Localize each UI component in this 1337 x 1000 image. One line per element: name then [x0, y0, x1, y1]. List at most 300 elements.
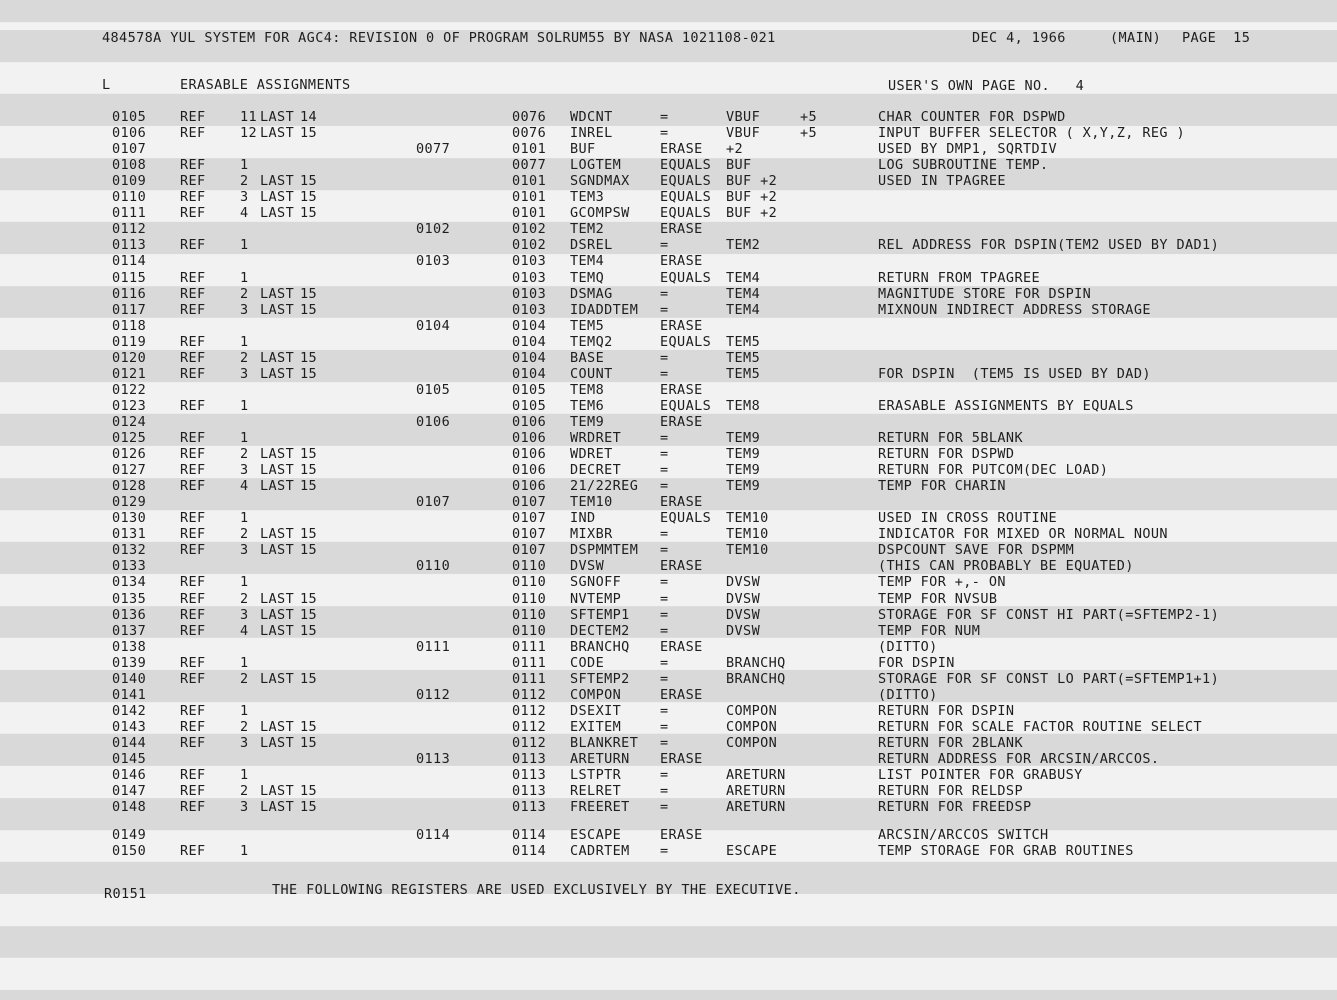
row-ref-count: 3	[240, 542, 249, 559]
row-operator: =	[660, 843, 669, 860]
listing-row	[0, 414, 1337, 430]
row-operator: =	[660, 590, 669, 607]
footer-line-number: R0151	[104, 886, 147, 902]
row-line-number: 0129	[112, 494, 147, 511]
row-operator: EQUALS	[660, 269, 712, 286]
row-ref: REF	[180, 734, 206, 751]
row-last: LAST	[260, 301, 295, 318]
row-comment: INDICATOR FOR MIXED OR NORMAL NOUN	[878, 526, 1168, 543]
row-ref-count: 3	[240, 189, 249, 206]
row-operator: =	[660, 285, 669, 302]
row-last-line: 15	[300, 189, 318, 206]
row-address: 0076	[512, 109, 547, 125]
row-label: LOGTEM	[570, 157, 622, 174]
listing-row	[0, 366, 1337, 382]
row-comment: DSPCOUNT SAVE FOR DSPMM	[878, 542, 1075, 559]
listing-row	[0, 591, 1337, 607]
page-number: PAGE 15	[1182, 30, 1251, 46]
row-address: 0110	[512, 590, 547, 607]
listing-row	[0, 302, 1337, 318]
row-operator: ERASE	[660, 558, 703, 575]
listing-row	[0, 639, 1337, 655]
listing-row	[0, 799, 1337, 815]
row-operand: TEM9	[726, 430, 761, 446]
row-label: LSTPTR	[570, 767, 622, 784]
row-label: IDADDTEM	[570, 301, 639, 318]
row-line-number: 0113	[112, 237, 147, 254]
row-comment: RETURN FOR SCALE FACTOR ROUTINE SELECT	[878, 718, 1203, 735]
row-address: 0102	[512, 237, 547, 254]
listing-row	[0, 173, 1337, 189]
row-ref-count: 1	[240, 269, 249, 286]
row-label: SFTEMP1	[570, 606, 630, 623]
row-operand: TEM10	[726, 510, 769, 527]
row-operator: =	[660, 767, 669, 784]
row-label: TEMQ2	[570, 333, 613, 350]
listing-row	[0, 607, 1337, 623]
row-operator: ERASE	[660, 638, 703, 655]
row-block-address: 0114	[416, 827, 451, 844]
row-label: WDCNT	[570, 109, 613, 125]
row-label: CADRTEM	[570, 843, 630, 860]
row-operand: DVSW	[726, 590, 761, 607]
row-operator: =	[660, 702, 669, 719]
row-block-address: 0103	[416, 253, 451, 270]
row-line-number: 0133	[112, 558, 147, 575]
listing-row	[0, 462, 1337, 478]
row-comment: USED BY DMP1, SQRTDIV	[878, 141, 1058, 158]
row-last: LAST	[260, 590, 295, 607]
row-operand: TEM4	[726, 285, 761, 302]
row-line-number: 0141	[112, 686, 147, 703]
row-last: LAST	[260, 173, 295, 190]
row-offset: +5	[800, 109, 818, 125]
row-ref-count: 3	[240, 799, 249, 816]
row-operand: TEM5	[726, 349, 761, 366]
row-comment: RETURN FOR 2BLANK	[878, 734, 1023, 751]
listing-row	[0, 430, 1337, 446]
row-address: 0104	[512, 317, 547, 334]
row-address: 0113	[512, 783, 547, 800]
listing-row	[0, 558, 1337, 574]
listing-row	[0, 719, 1337, 735]
row-line-number: 0127	[112, 462, 147, 479]
row-ref: REF	[180, 574, 206, 591]
row-line-number: 0132	[112, 542, 147, 559]
row-last: LAST	[260, 446, 295, 463]
row-address: 0112	[512, 718, 547, 735]
row-line-number: 0138	[112, 638, 147, 655]
row-address: 0114	[512, 827, 547, 844]
row-ref-count: 3	[240, 462, 249, 479]
row-last-line: 15	[300, 783, 318, 800]
listing-row	[0, 205, 1337, 221]
row-last: LAST	[260, 205, 295, 222]
row-line-number: 0106	[112, 125, 147, 142]
listing-row	[0, 478, 1337, 494]
row-label: TEM6	[570, 397, 605, 414]
listing-row	[0, 510, 1337, 526]
row-operand: DVSW	[726, 574, 761, 591]
row-last-line: 15	[300, 718, 318, 735]
row-operator: =	[660, 783, 669, 800]
row-block-address: 0107	[416, 494, 451, 511]
row-operand: BUF +2	[726, 173, 778, 190]
row-line-number: 0136	[112, 606, 147, 623]
section-title: ERASABLE ASSIGNMENTS	[180, 77, 351, 93]
row-ref-count: 1	[240, 333, 249, 350]
row-comment: USED IN TPAGREE	[878, 173, 1006, 190]
row-ref-count: 3	[240, 365, 249, 382]
row-ref: REF	[180, 397, 206, 414]
row-ref-count: 1	[240, 430, 249, 446]
row-label: MIXBR	[570, 526, 613, 543]
row-ref: REF	[180, 702, 206, 719]
row-operator: EQUALS	[660, 157, 712, 174]
row-block-address: 0110	[416, 558, 451, 575]
row-ref-count: 4	[240, 478, 249, 495]
row-label: NVTEMP	[570, 590, 622, 607]
row-ref-count: 2	[240, 590, 249, 607]
row-address: 0114	[512, 843, 547, 860]
row-ref-count: 1	[240, 157, 249, 174]
row-ref: REF	[180, 237, 206, 254]
row-ref: REF	[180, 606, 206, 623]
row-operator: ERASE	[660, 686, 703, 703]
row-ref-count: 1	[240, 843, 249, 860]
row-last: LAST	[260, 670, 295, 687]
row-operator: =	[660, 542, 669, 559]
row-label: GCOMPSW	[570, 205, 630, 222]
row-address: 0111	[512, 670, 547, 687]
row-operator: EQUALS	[660, 510, 712, 527]
row-ref: REF	[180, 205, 206, 222]
row-line-number: 0110	[112, 189, 147, 206]
row-address: 0110	[512, 606, 547, 623]
row-line-number: 0150	[112, 843, 147, 860]
row-ref-count: 1	[240, 574, 249, 591]
row-comment: USED IN CROSS ROUTINE	[878, 510, 1058, 527]
row-operator: EQUALS	[660, 189, 712, 206]
row-last: LAST	[260, 734, 295, 751]
row-operator: ERASE	[660, 413, 703, 430]
row-operator: ERASE	[660, 221, 703, 238]
listing-row	[0, 783, 1337, 799]
row-last-line: 15	[300, 349, 318, 366]
listing-row	[0, 382, 1337, 398]
row-address: 0103	[512, 301, 547, 318]
listing-row	[0, 655, 1337, 671]
row-comment: RETURN FOR RELDSP	[878, 783, 1023, 800]
row-address: 0102	[512, 221, 547, 238]
row-last: LAST	[260, 799, 295, 816]
row-comment: LOG SUBROUTINE TEMP.	[878, 157, 1049, 174]
row-operator: EQUALS	[660, 205, 712, 222]
row-last-line: 15	[300, 125, 318, 142]
row-operand: COMPON	[726, 718, 778, 735]
row-ref: REF	[180, 767, 206, 784]
row-ref-count: 2	[240, 446, 249, 463]
row-label: DECTEM2	[570, 622, 630, 639]
row-ref-count: 4	[240, 622, 249, 639]
row-operator: =	[660, 301, 669, 318]
row-line-number: 0114	[112, 253, 147, 270]
row-label: ARETURN	[570, 751, 630, 767]
row-last: LAST	[260, 285, 295, 302]
row-operator: =	[660, 606, 669, 623]
listing-row	[0, 735, 1337, 751]
row-last-line: 15	[300, 590, 318, 607]
row-last-line: 15	[300, 446, 318, 463]
row-line-number: 0117	[112, 301, 147, 318]
row-line-number: 0122	[112, 381, 147, 398]
row-comment: RETURN FOR 5BLANK	[878, 430, 1023, 446]
listing-row	[0, 237, 1337, 253]
row-block-address: 0113	[416, 751, 451, 767]
row-line-number: 0108	[112, 157, 147, 174]
row-line-number: 0124	[112, 413, 147, 430]
row-address: 0111	[512, 654, 547, 671]
row-operand: ARETURN	[726, 799, 786, 816]
row-last: LAST	[260, 783, 295, 800]
row-operand: +2	[726, 141, 744, 158]
row-label: COUNT	[570, 365, 613, 382]
row-comment: INPUT BUFFER SELECTOR ( X,Y,Z, REG )	[878, 125, 1185, 142]
listing-mark: L	[102, 77, 111, 93]
row-ref: REF	[180, 301, 206, 318]
row-line-number: 0131	[112, 526, 147, 543]
row-comment: FOR DSPIN (TEM5 IS USED BY DAD)	[878, 365, 1151, 382]
row-comment: LIST POINTER FOR GRABUSY	[878, 767, 1083, 784]
listing-row	[0, 221, 1337, 237]
row-operand: COMPON	[726, 702, 778, 719]
row-address: 0106	[512, 446, 547, 463]
row-comment: MIXNOUN INDIRECT ADDRESS STORAGE	[878, 301, 1151, 318]
row-label: DVSW	[570, 558, 605, 575]
row-operator: =	[660, 237, 669, 254]
row-operator: =	[660, 670, 669, 687]
listing-row	[0, 542, 1337, 558]
users-own-page: USER'S OWN PAGE NO. 4	[888, 78, 1085, 94]
row-ref: REF	[180, 173, 206, 190]
row-ref: REF	[180, 285, 206, 302]
row-label: EXITEM	[570, 718, 622, 735]
listing-row	[0, 270, 1337, 286]
row-line-number: 0112	[112, 221, 147, 238]
row-label: DECRET	[570, 462, 622, 479]
row-address: 0105	[512, 397, 547, 414]
listing-date: DEC 4, 1966	[972, 30, 1066, 46]
row-operand: TEM9	[726, 478, 761, 495]
listing-row	[0, 827, 1337, 843]
row-line-number: 0145	[112, 751, 147, 767]
row-operator: =	[660, 446, 669, 463]
row-ref-count: 1	[240, 237, 249, 254]
row-comment: TEMP FOR NUM	[878, 622, 981, 639]
row-comment: (DITTO)	[878, 686, 938, 703]
listing-row	[0, 189, 1337, 205]
row-label: DSEXIT	[570, 702, 622, 719]
listing-row	[0, 671, 1337, 687]
row-last: LAST	[260, 478, 295, 495]
row-address: 0106	[512, 462, 547, 479]
row-label: SGNDMAX	[570, 173, 630, 190]
row-ref: REF	[180, 125, 206, 142]
row-last-line: 15	[300, 478, 318, 495]
row-label: TEM3	[570, 189, 605, 206]
row-last-line: 15	[300, 301, 318, 318]
row-ref: REF	[180, 526, 206, 543]
row-ref-count: 3	[240, 301, 249, 318]
row-address: 0104	[512, 349, 547, 366]
row-address: 0113	[512, 767, 547, 784]
row-operand: ARETURN	[726, 767, 786, 784]
listing-row	[0, 494, 1337, 510]
listing-row	[0, 703, 1337, 719]
listing-title: 484578A YUL SYSTEM FOR AGC4: REVISION 0 OF PROGRAM SOLRUM55 BY NASA 1021108-021	[102, 30, 776, 46]
row-ref: REF	[180, 510, 206, 527]
row-address: 0101	[512, 205, 547, 222]
row-address: 0107	[512, 494, 547, 511]
row-operator: =	[660, 462, 669, 479]
row-ref: REF	[180, 622, 206, 639]
row-line-number: 0125	[112, 430, 147, 446]
row-operator: ERASE	[660, 253, 703, 270]
row-address: 0112	[512, 702, 547, 719]
row-ref-count: 1	[240, 702, 249, 719]
row-line-number: 0128	[112, 478, 147, 495]
row-line-number: 0121	[112, 365, 147, 382]
row-address: 0106	[512, 478, 547, 495]
row-operand: TEM9	[726, 446, 761, 463]
row-comment: REL ADDRESS FOR DSPIN(TEM2 USED BY DAD1)	[878, 237, 1220, 254]
row-comment: TEMP FOR NVSUB	[878, 590, 998, 607]
row-last: LAST	[260, 718, 295, 735]
row-last-line: 15	[300, 526, 318, 543]
row-address: 0105	[512, 381, 547, 398]
row-label: BUF	[570, 141, 596, 158]
row-last: LAST	[260, 526, 295, 543]
row-last-line: 15	[300, 606, 318, 623]
row-operator: =	[660, 109, 669, 125]
listing-row	[0, 334, 1337, 350]
row-last-line: 15	[300, 734, 318, 751]
row-label: DSPMMTEM	[570, 542, 639, 559]
row-label: SFTEMP2	[570, 670, 630, 687]
row-address: 0104	[512, 333, 547, 350]
row-label: BLANKRET	[570, 734, 639, 751]
row-ref-count: 11	[240, 109, 258, 125]
row-comment: STORAGE FOR SF CONST HI PART(=SFTEMP2-1)	[878, 606, 1220, 623]
row-label: TEM10	[570, 494, 613, 511]
row-label: TEM2	[570, 221, 605, 238]
row-ref: REF	[180, 269, 206, 286]
row-address: 0104	[512, 365, 547, 382]
row-ref: REF	[180, 430, 206, 446]
row-operator: ERASE	[660, 141, 703, 158]
row-ref: REF	[180, 478, 206, 495]
row-ref: REF	[180, 446, 206, 463]
listing-row	[0, 398, 1337, 414]
row-operand: ESCAPE	[726, 843, 778, 860]
row-operator: =	[660, 478, 669, 495]
row-label: TEM9	[570, 413, 605, 430]
row-line-number: 0149	[112, 827, 147, 844]
row-line-number: 0137	[112, 622, 147, 639]
row-comment: RETURN FROM TPAGREE	[878, 269, 1041, 286]
row-address: 0110	[512, 574, 547, 591]
row-last-line: 15	[300, 799, 318, 816]
row-operator: =	[660, 430, 669, 446]
row-block-address: 0106	[416, 413, 451, 430]
row-last: LAST	[260, 542, 295, 559]
row-line-number: 0109	[112, 173, 147, 190]
row-address: 0103	[512, 269, 547, 286]
row-address: 0101	[512, 173, 547, 190]
row-line-number: 0143	[112, 718, 147, 735]
row-last: LAST	[260, 125, 295, 142]
row-label: TEM8	[570, 381, 605, 398]
row-block-address: 0112	[416, 686, 451, 703]
row-operator: ERASE	[660, 317, 703, 334]
listing-row	[0, 109, 1337, 125]
listing-row	[0, 843, 1337, 859]
row-operator: =	[660, 622, 669, 639]
row-operator: =	[660, 799, 669, 816]
row-ref-count: 2	[240, 783, 249, 800]
row-ref-count: 2	[240, 718, 249, 735]
row-line-number: 0146	[112, 767, 147, 784]
row-label: BRANCHQ	[570, 638, 630, 655]
row-operand: TEM4	[726, 301, 761, 318]
row-last-line: 15	[300, 670, 318, 687]
row-comment: (DITTO)	[878, 638, 938, 655]
row-operator: ERASE	[660, 751, 703, 767]
row-ref: REF	[180, 843, 206, 860]
row-ref-count: 1	[240, 397, 249, 414]
row-address: 0101	[512, 141, 547, 158]
row-address: 0107	[512, 526, 547, 543]
listing-row	[0, 526, 1337, 542]
row-ref-count: 2	[240, 173, 249, 190]
row-label: TEMQ	[570, 269, 605, 286]
row-last-line: 15	[300, 622, 318, 639]
row-last: LAST	[260, 109, 295, 125]
row-line-number: 0140	[112, 670, 147, 687]
listing-row	[0, 574, 1337, 590]
row-address: 0106	[512, 413, 547, 430]
row-line-number: 0135	[112, 590, 147, 607]
row-label: IND	[570, 510, 596, 527]
row-label: FREERET	[570, 799, 630, 816]
row-operand: COMPON	[726, 734, 778, 751]
row-label: INREL	[570, 125, 613, 142]
row-ref: REF	[180, 349, 206, 366]
row-address: 0107	[512, 510, 547, 527]
row-comment: RETURN FOR DSPWD	[878, 446, 1015, 463]
row-line-number: 0120	[112, 349, 147, 366]
listing-row	[0, 286, 1337, 302]
listing-row	[0, 253, 1337, 269]
row-ref-count: 3	[240, 734, 249, 751]
row-last-line: 15	[300, 462, 318, 479]
row-address: 0110	[512, 622, 547, 639]
row-operand: BRANCHQ	[726, 670, 786, 687]
row-line-number: 0116	[112, 285, 147, 302]
row-operand: TEM5	[726, 333, 761, 350]
row-comment: MAGNITUDE STORE FOR DSPIN	[878, 285, 1092, 302]
row-label: 21/22REG	[570, 478, 639, 495]
